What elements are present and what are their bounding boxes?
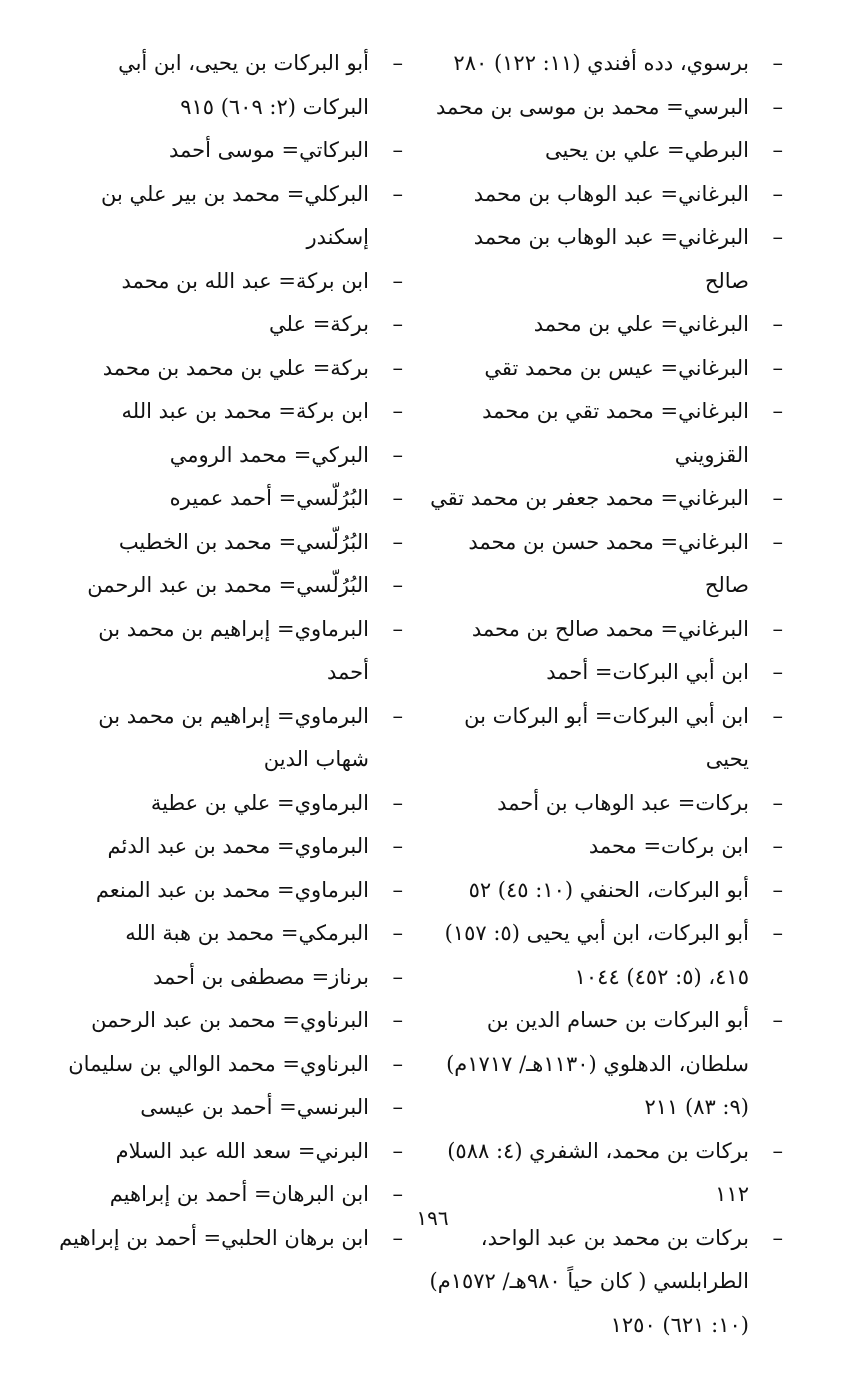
entry-dash: – (772, 312, 783, 336)
entry-text: بركة= علي بن محمد بن محمد (102, 355, 369, 380)
entry-text: ابن أبي البركات= أحمد (546, 660, 749, 684)
index-entry (428, 869, 783, 913)
entry-text: البرماوي= محمد بن عبد المنعم (95, 877, 369, 902)
index-entry (58, 173, 403, 260)
entry-dash: – (392, 529, 403, 554)
index-entry (428, 129, 783, 173)
entry-dash: – (392, 573, 403, 597)
index-entry (428, 477, 783, 521)
entry-dash: – (392, 268, 403, 293)
index-entry (58, 999, 403, 1043)
index-entry (428, 912, 783, 999)
entry-dash: – (392, 51, 403, 75)
entry-dash: – (772, 616, 783, 641)
entry-text: البرماوي= إبراهيم بن محمد بن أحمد (98, 616, 369, 684)
index-entry (428, 825, 783, 869)
entry-dash: – (772, 529, 783, 554)
entry-text: ابن بركة= محمد بن عبد الله (121, 399, 369, 423)
index-entry (428, 695, 783, 782)
entry-text: بركات بن محمد، الشفري (٤: ٥٨٨) ١١٢ (447, 1138, 749, 1206)
entry-text: البرناوي= محمد الوالي بن سليمان (68, 1051, 369, 1076)
entry-dash: – (772, 486, 783, 510)
entry-text: البرماوي= إبراهيم بن محمد بن شهاب الدين (98, 703, 369, 771)
entry-text: بركات= عبد الوهاب بن أحمد (497, 790, 749, 815)
entry-dash: – (772, 877, 783, 902)
entry-dash: – (772, 181, 783, 206)
index-entry (58, 825, 403, 869)
index-entry (58, 42, 403, 129)
entry-text: ابن البرهان= أحمد بن إبراهيم (109, 1182, 369, 1206)
entry-text: البركلي= محمد بن بير علي بن إسكندر (101, 181, 369, 249)
entry-dash: – (392, 1095, 403, 1119)
index-entry (58, 564, 403, 608)
entry-text: البُرُلّسي= أحمد عميره (169, 486, 369, 510)
entry-dash: – (392, 877, 403, 902)
entry-text: أبو البركات، الحنفي (١٠: ٤٥) ٥٢ (468, 877, 749, 902)
entry-text: البرطي= علي بن يحيى (544, 138, 749, 162)
entry-text: البركي= محمد الرومي (169, 442, 369, 467)
index-entry (58, 782, 403, 826)
index-column-right (428, 42, 783, 1347)
entry-text: أبو البركات، ابن أبي يحيى (٥: ١٥٧) ٤١٥، (٥: ٤٥٢) ١٠٤٤ (444, 921, 749, 989)
entry-text: البرسي= محمد بن موسى بن محمد (435, 94, 749, 119)
entry-dash: – (772, 138, 783, 162)
entry-dash: – (772, 94, 783, 119)
entry-dash: – (392, 616, 403, 641)
entry-text: البرغاني= محمد صالح بن محمد (471, 616, 749, 641)
index-entry (428, 86, 783, 130)
entry-text: البرغاني= محمد حسن بن محمد صالح (468, 529, 749, 597)
entry-text: ابن أبي البركات= أبو البركات بن يحيى (464, 703, 749, 771)
entry-text: أبو البركات بن يحيى، ابن أبي البركات (٢: ٦٠٩) ٩١٥ (118, 51, 369, 119)
index-entry (58, 1043, 403, 1087)
index-entry (58, 956, 403, 1000)
entry-dash: – (392, 964, 403, 989)
index-entry (428, 173, 783, 217)
page-number: ١٩٦ (416, 1206, 449, 1230)
entry-dash: – (772, 355, 783, 380)
entry-dash: – (772, 1008, 783, 1032)
entry-dash: – (772, 399, 783, 423)
entry-dash: – (392, 921, 403, 945)
entry-dash: – (392, 181, 403, 206)
index-entry (428, 782, 783, 826)
entry-dash: – (392, 486, 403, 510)
entry-dash: – (772, 225, 783, 249)
index-entry (428, 999, 783, 1130)
index-entry (58, 521, 403, 565)
index-entry (58, 390, 403, 434)
entry-text: البرناوي= محمد بن عبد الرحمن (91, 1008, 369, 1032)
entry-text: البرغاني= عيس بن محمد تقي (484, 355, 749, 380)
entry-text: البرغاني= محمد تقي بن محمد القزويني (482, 399, 749, 467)
entry-dash: – (772, 790, 783, 815)
index-entry (58, 608, 403, 695)
index-entry (428, 42, 783, 86)
entry-dash: – (772, 834, 783, 858)
entry-dash: – (772, 1225, 783, 1250)
index-entry (58, 434, 403, 478)
entry-dash: – (392, 1051, 403, 1076)
index-entry (428, 1217, 783, 1348)
entry-text: البرماوي= محمد بن عبد الدئم (107, 834, 369, 858)
index-entry (428, 521, 783, 608)
entry-text: البرغاني= علي بن محمد (533, 312, 749, 336)
entry-text: بركة= علي (269, 312, 369, 336)
entry-text: البركاتي= موسى أحمد (168, 138, 369, 162)
entry-text: البرني= سعد الله عبد السلام (115, 1138, 369, 1163)
entry-dash: – (392, 355, 403, 380)
entry-text: البرمكي= محمد بن هبة الله (125, 921, 369, 945)
entry-dash: – (392, 790, 403, 815)
entry-text: ابن بركة= عبد الله بن محمد (121, 268, 369, 293)
index-entry (58, 912, 403, 956)
index-entry (58, 129, 403, 173)
entry-text: برناز= مصطفى بن أحمد (152, 964, 369, 989)
index-column-left (58, 42, 403, 1260)
index-entry (428, 390, 783, 477)
entry-dash: – (392, 834, 403, 858)
entry-text: البرغاني= عبد الوهاب بن محمد صالح (473, 225, 749, 293)
entry-text: ابن برهان الحلبي= أحمد بن إبراهيم (59, 1225, 369, 1250)
index-entry (58, 695, 403, 782)
entry-dash: – (392, 312, 403, 336)
index-entry (58, 303, 403, 347)
entry-dash: – (772, 703, 783, 728)
index-entry (428, 303, 783, 347)
index-entry (58, 869, 403, 913)
entry-dash: – (392, 1182, 403, 1206)
index-entry (428, 1130, 783, 1217)
entry-text: البُرُلّسي= محمد بن الخطيب (118, 529, 369, 554)
index-entry (428, 651, 783, 695)
index-entry (58, 477, 403, 521)
entry-text: برسوي، دده أفندي (١١: ١٢٢) ٢٨٠ (453, 51, 749, 75)
entry-dash: – (392, 703, 403, 728)
entry-text: البرنسي= أحمد بن عيسى (140, 1095, 369, 1119)
index-entry (58, 260, 403, 304)
entry-text: بركات بن محمد بن عبد الواحد، الطرابلسي ( كان حياً ٩٨٠هـ/ ١٥٧٢م) (١٠: ٦٢١) ١٢٥٠ (429, 1225, 749, 1337)
entry-dash: – (392, 1008, 403, 1032)
entry-dash: – (392, 442, 403, 467)
entry-dash: – (772, 51, 783, 75)
index-entry (58, 1130, 403, 1174)
index-entry (428, 347, 783, 391)
index-entry (428, 216, 783, 303)
entry-text: أبو البركات بن حسام الدين بن سلطان، الدهلوي (١١٣٠هـ/ ١٧١٧م) (٩: ٨٣) ٢١١ (446, 1008, 749, 1119)
index-entry (58, 347, 403, 391)
entry-dash: – (772, 921, 783, 945)
entry-text: البرغاني= محمد جعفر بن محمد تقي (430, 486, 749, 510)
entry-dash: – (772, 1138, 783, 1163)
index-entry (428, 608, 783, 652)
entry-dash: – (392, 1138, 403, 1163)
entry-dash: – (392, 399, 403, 423)
entry-dash: – (772, 660, 783, 684)
entry-dash: – (392, 1225, 403, 1250)
entry-text: ابن بركات= محمد (588, 834, 749, 858)
entry-text: البرماوي= علي بن عطية (150, 790, 369, 815)
entry-text: البرغاني= عبد الوهاب بن محمد (473, 181, 749, 206)
entry-text: البُرُلّسي= محمد بن عبد الرحمن (87, 573, 369, 597)
entry-dash: – (392, 138, 403, 162)
index-entry (58, 1086, 403, 1130)
